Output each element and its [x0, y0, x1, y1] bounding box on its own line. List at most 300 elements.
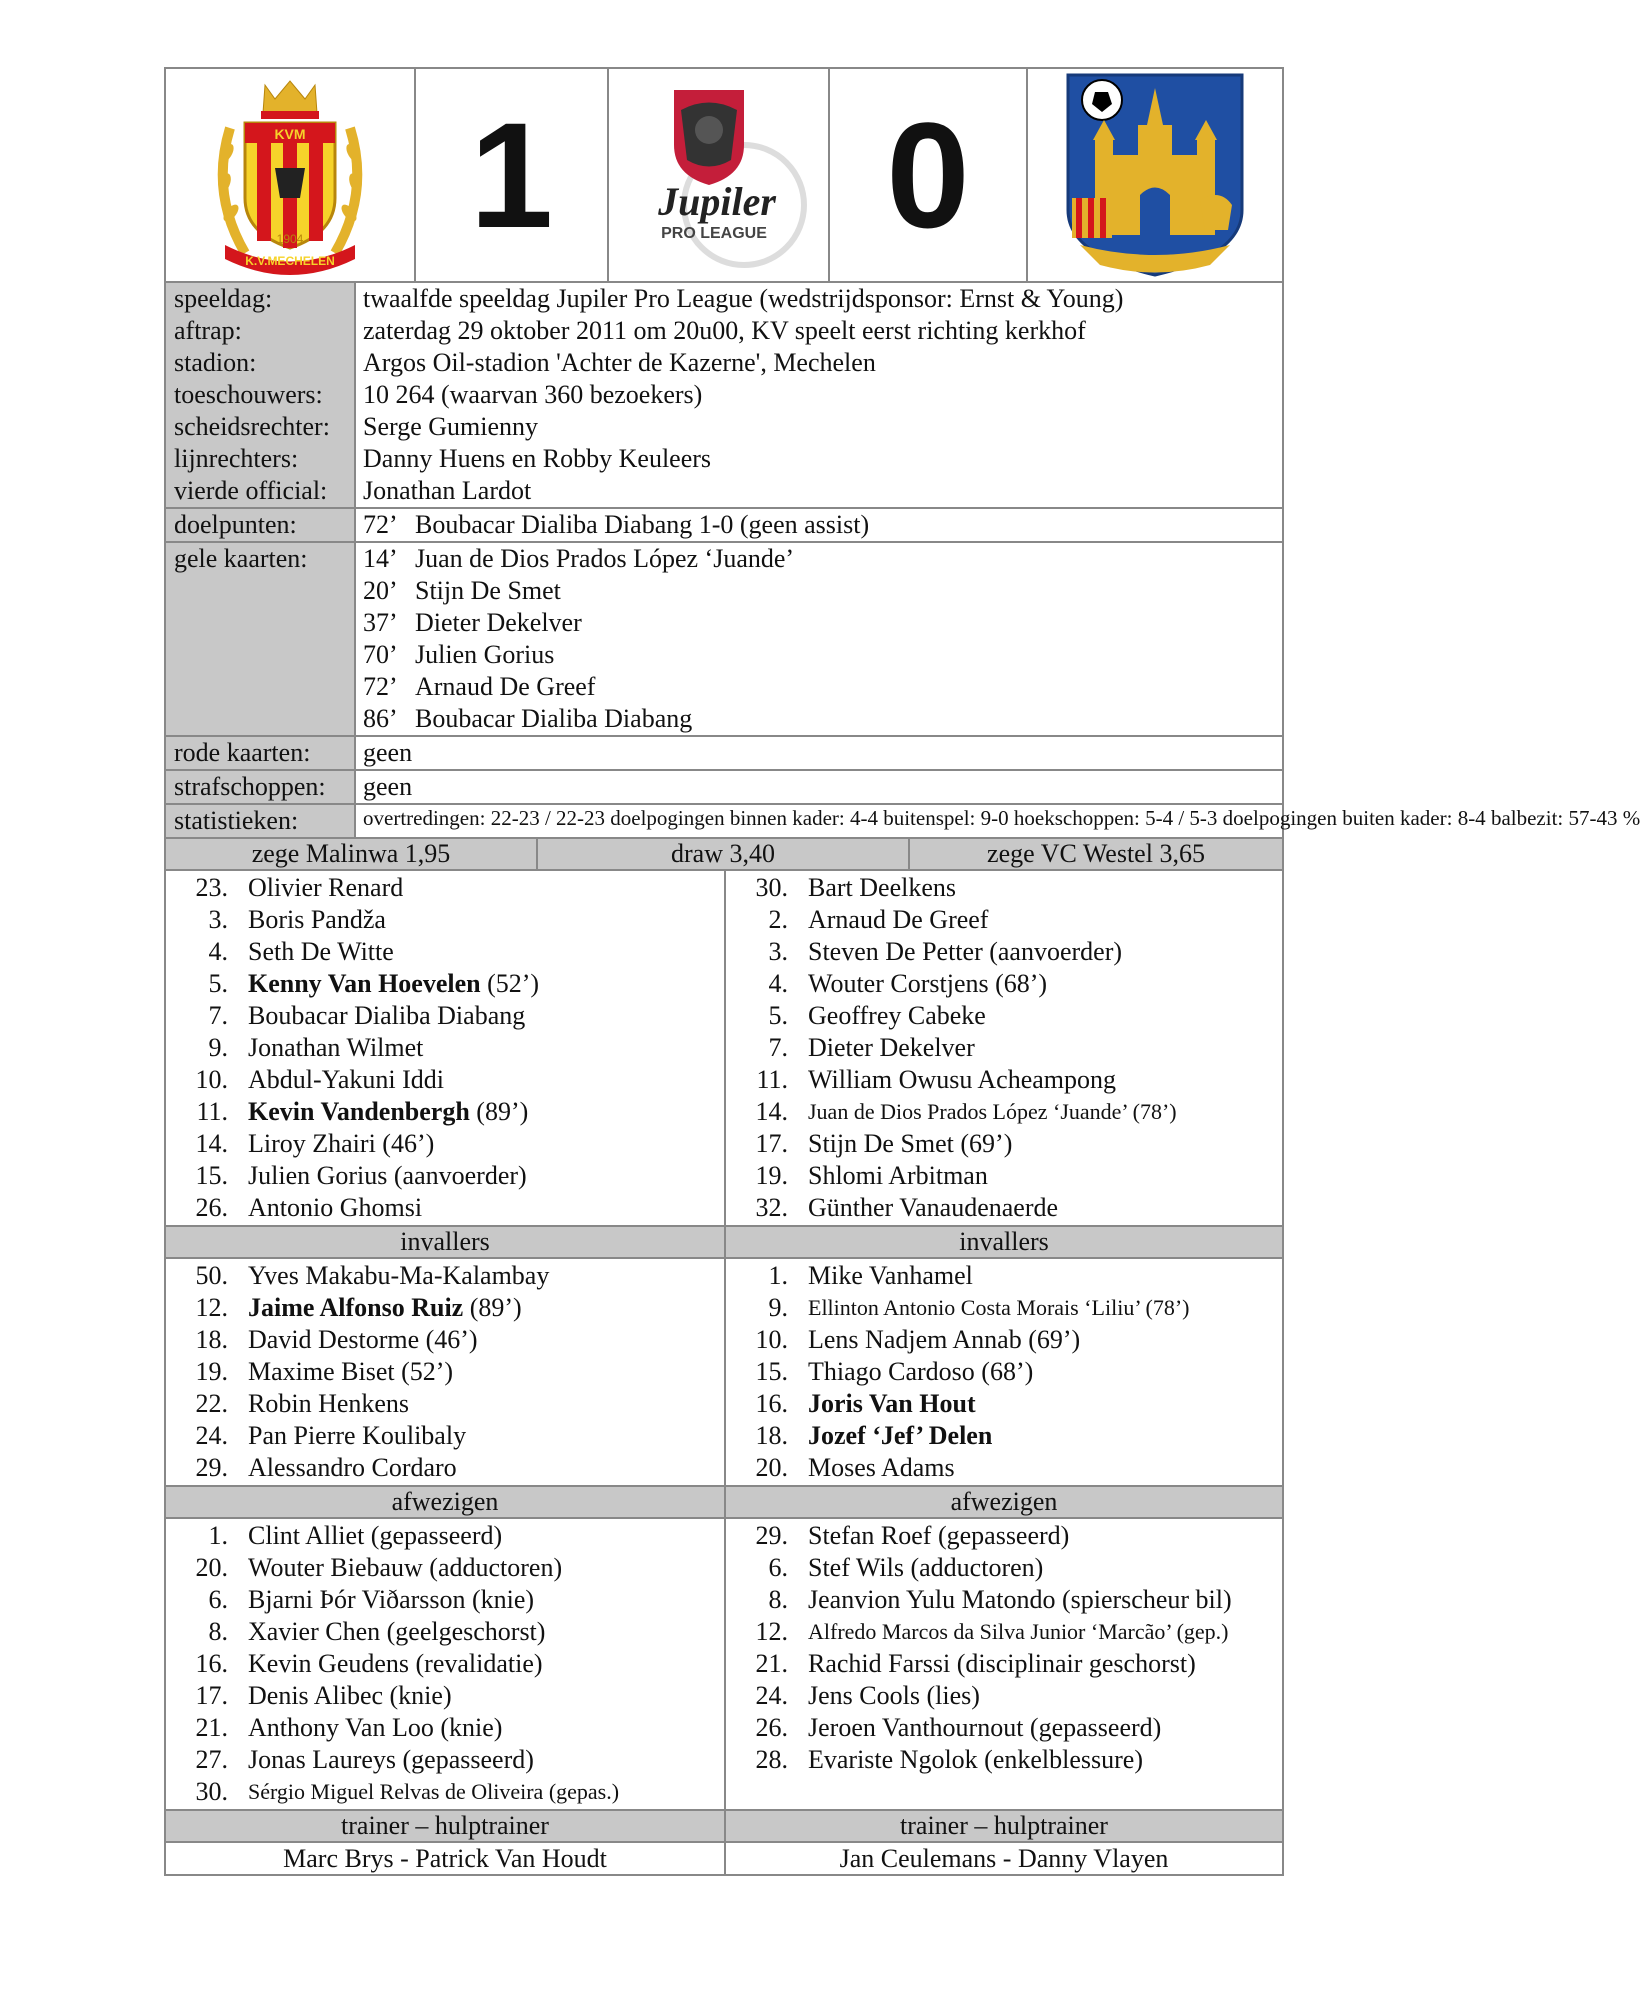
player-row [166, 1648, 724, 1680]
crest-name: K.V.MECHELEN [245, 253, 335, 268]
player-row [726, 936, 1282, 968]
player-row [726, 1292, 1282, 1324]
shirt-number: 28. [755, 1745, 788, 1774]
player-name [808, 1744, 1143, 1776]
goal-scorer: Boubacar Dialiba Diabang 1-0 (geen assist) [415, 510, 870, 539]
yellow-card-entry [363, 543, 1282, 575]
player-name-text: Maxime Biset (52’) [248, 1357, 454, 1386]
shirt-number: 20. [755, 1453, 788, 1482]
card-minute: 86’ [363, 704, 398, 733]
player-name-text: Boubacar Dialiba Diabang [248, 1001, 526, 1030]
player-name [248, 1096, 528, 1128]
card-minute: 14’ [363, 544, 398, 573]
player-name-text: David Destorme (46’) [248, 1325, 478, 1354]
player-name-text: Clint Alliet (gepasseerd) [248, 1521, 503, 1550]
player-row [166, 1680, 724, 1712]
yellow-card-list [356, 543, 1282, 735]
row-speeldag [166, 283, 1282, 315]
player-row [726, 1744, 1282, 1776]
shirt-number: 32. [755, 1193, 788, 1222]
player-name [808, 1096, 1177, 1128]
label: aftrap: [166, 315, 356, 347]
player-note: (89’) [469, 1097, 529, 1126]
home-subs [166, 1259, 726, 1485]
player-name [808, 1680, 980, 1712]
home-trainer: Marc Brys - Patrick Van Houdt [166, 1843, 726, 1874]
stat-fouls: overtredingen: 22-23 / 22-23 [363, 806, 606, 830]
away-absent [726, 1519, 1282, 1809]
player-name [248, 1420, 466, 1452]
shirt-number: 9. [208, 1033, 228, 1062]
label: rode kaarten: [166, 737, 356, 769]
player-name [808, 1260, 973, 1292]
trainer-header [164, 1811, 1284, 1843]
player-name [248, 1064, 444, 1096]
player-name [808, 1584, 1232, 1616]
shirt-number: 20. [195, 1553, 228, 1582]
player-name-text: Arnaud De Greef [808, 905, 989, 934]
row-scheidsrechter [166, 411, 1282, 443]
row-lijnrechters [166, 443, 1282, 475]
shirt-number: 14. [755, 1097, 788, 1126]
subs-header [164, 1227, 1284, 1259]
player-name-text: Stef Wils (adductoren) [808, 1553, 1044, 1582]
player-name-text: Jens Cools (lies) [808, 1681, 980, 1710]
player-name-text: Boris Pandža [248, 905, 386, 934]
player-name [808, 1420, 992, 1452]
player-name [808, 1356, 1033, 1388]
player-name-text: Jonathan Wilmet [248, 1033, 424, 1062]
home-trainer-title: trainer – hulptrainer [166, 1811, 726, 1841]
player-name [248, 1452, 457, 1484]
player-row [726, 1160, 1282, 1192]
player-row [166, 1128, 724, 1160]
player-name [808, 1452, 955, 1484]
player-name [248, 1616, 545, 1648]
shirt-number: 14. [195, 1129, 228, 1158]
player-name-text: Rachid Farssi (disciplinair geschorst) [808, 1649, 1196, 1678]
player-row [726, 1452, 1282, 1484]
yellow-card-entry [363, 671, 1282, 703]
row-toeschouwers [166, 379, 1282, 411]
player-row [166, 904, 724, 936]
value: zaterdag 29 oktober 2011 om 20u00, KV speelt eerst richting kerkhof [363, 316, 1086, 345]
shirt-number: 15. [195, 1161, 228, 1190]
label: statistieken: [166, 805, 356, 837]
shirt-number: 21. [195, 1713, 228, 1742]
shirt-number: 4. [768, 969, 788, 998]
goal-minute: 72’ [363, 510, 398, 539]
player-row [726, 1064, 1282, 1096]
player-name-text: Bart Deelkens [808, 873, 957, 902]
player-row [726, 1000, 1282, 1032]
home-absent [166, 1519, 726, 1809]
player-row [166, 872, 724, 904]
away-subs-title: invallers [726, 1227, 1282, 1257]
shirt-number: 23. [195, 873, 228, 902]
shirt-number: 18. [755, 1421, 788, 1450]
player-name [808, 872, 956, 904]
player-name-text: Anthony Van Loo (knie) [248, 1713, 503, 1742]
jupiler-pro-league-logo [619, 75, 819, 275]
player-row [166, 1388, 724, 1420]
stats-grid [356, 805, 1640, 837]
shirt-number: 15. [755, 1357, 788, 1386]
player-name [248, 1192, 422, 1224]
shirt-number: 12. [195, 1293, 228, 1322]
player-name-text: Bjarni Þór Viðarsson (knie) [248, 1585, 535, 1614]
away-score-cell [830, 69, 1028, 281]
shirt-number: 30. [755, 873, 788, 902]
player-name [248, 872, 403, 904]
player-name-text: Seth De Witte [248, 937, 394, 966]
player-name [248, 1680, 452, 1712]
row-gele-kaarten [166, 541, 1282, 735]
yellow-card-entry [363, 703, 1282, 735]
card-minute: 72’ [363, 672, 398, 701]
player-row [166, 1616, 724, 1648]
shirt-number: 18. [195, 1325, 228, 1354]
player-name [808, 1324, 1080, 1356]
player-name-text: Wouter Corstjens (68’) [808, 969, 1048, 998]
player-name [248, 1292, 522, 1324]
card-player: Juan de Dios Prados López ‘Juande’ [415, 544, 795, 573]
player-row [166, 1744, 724, 1776]
yellow-card-entry [363, 575, 1282, 607]
label: doelpunten: [166, 509, 356, 541]
value [356, 509, 1282, 541]
player-name-text: Abdul-Yakuni Iddi [248, 1065, 444, 1094]
player-row [166, 1356, 724, 1388]
player-name [808, 1520, 1069, 1552]
row-doelpunten [166, 507, 1282, 541]
value: Jonathan Lardot [363, 476, 532, 505]
starters-section [164, 871, 1284, 1227]
player-name-text: Kevin Geudens (revalidatie) [248, 1649, 543, 1678]
shirt-number: 24. [195, 1421, 228, 1450]
player-name [248, 1160, 527, 1192]
value: Serge Gumienny [363, 412, 538, 441]
player-row [166, 1160, 724, 1192]
odds-home: zege Malinwa 1,95 [166, 839, 538, 869]
shirt-number: 16. [195, 1649, 228, 1678]
value: 10 264 (waarvan 360 bezoekers) [363, 380, 703, 409]
player-name-text: Jozef ‘Jef’ Delen [808, 1421, 993, 1450]
shirt-number: 6. [768, 1553, 788, 1582]
player-name [808, 1064, 1116, 1096]
player-name [808, 1616, 1229, 1648]
shirt-number: 17. [195, 1681, 228, 1710]
player-name-text: Pan Pierre Koulibaly [248, 1421, 467, 1450]
shirt-number: 8. [208, 1617, 228, 1646]
kv-mechelen-crest [205, 73, 375, 278]
row-rode-kaarten [166, 735, 1282, 769]
away-score: 0 [886, 91, 970, 259]
player-name [248, 1584, 534, 1616]
shirt-number: 5. [768, 1001, 788, 1030]
player-row [166, 1712, 724, 1744]
player-name [248, 1388, 409, 1420]
player-name-text: William Owusu Acheampong [808, 1065, 1117, 1094]
betting-odds [164, 839, 1284, 871]
player-name-text: Ellinton Antonio Costa Morais ‘Liliu’ (78’) [808, 1295, 1190, 1320]
player-row [166, 1520, 724, 1552]
player-name [808, 904, 988, 936]
stat-possession: balbezit: 57-43 % [1490, 806, 1640, 830]
card-player: Arnaud De Greef [415, 672, 596, 701]
player-name-text: Alessandro Cordaro [248, 1453, 457, 1482]
league-logo-sub: PRO LEAGUE [660, 225, 767, 242]
shirt-number: 26. [195, 1193, 228, 1222]
away-subs [726, 1259, 1282, 1485]
player-name [248, 1000, 525, 1032]
shirt-number: 24. [755, 1681, 788, 1710]
player-name-text: Wouter Biebauw (adductoren) [248, 1553, 563, 1582]
league-logo-cell [609, 69, 830, 281]
player-name [808, 1160, 988, 1192]
player-row [726, 1776, 1282, 1808]
player-row [726, 1420, 1282, 1452]
shirt-number: 19. [755, 1161, 788, 1190]
stat-corners: hoekschoppen: 5-4 / 5-3 [1013, 806, 1218, 830]
player-name [808, 1000, 986, 1032]
player-name-text: Jonas Laureys (gepasseerd) [248, 1745, 534, 1774]
player-name-text: Moses Adams [808, 1453, 955, 1482]
shirt-number: 22. [195, 1389, 228, 1418]
shirt-number: 29. [195, 1453, 228, 1482]
player-row [726, 1032, 1282, 1064]
player-row [726, 1356, 1282, 1388]
player-row [726, 1584, 1282, 1616]
player-name [248, 1648, 543, 1680]
label: vierde official: [166, 475, 356, 507]
shirt-number: 26. [755, 1713, 788, 1742]
home-score: 1 [469, 91, 554, 259]
player-row [166, 1096, 724, 1128]
player-row [726, 968, 1282, 1000]
player-name-text: Kenny Van Hoevelen [248, 969, 481, 998]
player-row [726, 1712, 1282, 1744]
player-note: (89’) [463, 1293, 522, 1322]
trainer-section [164, 1843, 1284, 1876]
player-row [166, 1420, 724, 1452]
shirt-number: 9. [768, 1293, 788, 1322]
league-logo-title: Jupiler [657, 179, 776, 224]
shirt-number: 27. [195, 1745, 228, 1774]
label: speeldag: [166, 283, 356, 315]
player-name [248, 1776, 619, 1808]
player-row [166, 1324, 724, 1356]
absent-header [164, 1487, 1284, 1519]
player-name-text: Stijn De Smet (69’) [808, 1129, 1013, 1158]
home-crest-cell [166, 69, 416, 281]
home-absent-title: afwezigen [166, 1487, 726, 1517]
odds-draw: draw 3,40 [538, 839, 910, 869]
player-row [726, 904, 1282, 936]
player-name [808, 936, 1122, 968]
value: twaalfde speeldag Jupiler Pro League (wedstrijdsponsor: Ernst & Young) [363, 284, 1124, 313]
player-name [808, 1648, 1196, 1680]
player-name [248, 1260, 549, 1292]
label: scheidsrechter: [166, 411, 356, 443]
shirt-number: 12. [755, 1617, 788, 1646]
away-trainer: Jan Ceulemans - Danny Vlayen [839, 1844, 1169, 1873]
player-row [726, 1128, 1282, 1160]
match-report [164, 67, 1640, 1876]
player-name-text: Joris Van Hout [808, 1389, 976, 1418]
player-note: (52’) [480, 969, 540, 998]
player-row [726, 1260, 1282, 1292]
player-name [248, 1712, 502, 1744]
player-name-text: Xavier Chen (geelgeschorst) [248, 1617, 546, 1646]
away-starters [726, 871, 1282, 1225]
shirt-number: 8. [768, 1585, 788, 1614]
crest-year: 1904 [276, 231, 304, 246]
player-name-text: Evariste Ngolok (enkelblessure) [808, 1745, 1144, 1774]
player-name-text: Mike Vanhamel [808, 1261, 973, 1290]
row-stadion [166, 347, 1282, 379]
player-name [808, 1128, 1012, 1160]
label: lijnrechters: [166, 443, 356, 475]
player-name [808, 968, 1047, 1000]
yellow-card-entry [363, 607, 1282, 639]
player-name-text: Juan de Dios Prados López ‘Juande’ (78’) [808, 1099, 1177, 1124]
shirt-number: 6. [208, 1585, 228, 1614]
player-name [808, 1292, 1190, 1324]
stat-shots-on-target: doelpogingen binnen kader: 4-4 [610, 806, 878, 830]
odds-away: zege VC Westel 3,65 [987, 839, 1205, 868]
player-name [248, 1552, 562, 1584]
match-info-table [164, 283, 1640, 839]
player-name-text: Denis Alibec (knie) [248, 1681, 452, 1710]
label: gele kaarten: [166, 543, 356, 735]
player-name [808, 1552, 1043, 1584]
player-name [808, 1388, 976, 1420]
player-name-text: Günther Vanaudenaerde [808, 1193, 1059, 1222]
shirt-number: 11. [756, 1065, 788, 1094]
shirt-number: 1. [768, 1261, 788, 1290]
player-name-text: Steven De Petter (aanvoerder) [808, 937, 1123, 966]
shirt-number: 7. [768, 1033, 788, 1062]
row-strafschoppen [166, 769, 1282, 803]
player-row [726, 1388, 1282, 1420]
shirt-number: 29. [755, 1521, 788, 1550]
westerlo-crest [1060, 70, 1250, 280]
player-row [166, 1192, 724, 1224]
shirt-number: 16. [755, 1389, 788, 1418]
card-minute: 20’ [363, 576, 398, 605]
value: geen [363, 738, 413, 767]
player-name [248, 1744, 534, 1776]
player-name-text: Dieter Dekelver [808, 1033, 975, 1062]
player-name-text: Geoffrey Cabeke [808, 1001, 986, 1030]
away-crest-cell [1028, 69, 1282, 281]
player-row [726, 1680, 1282, 1712]
player-name-text: Julien Gorius (aanvoerder) [248, 1161, 527, 1190]
card-player: Boubacar Dialiba Diabang [415, 704, 693, 733]
player-name-text: Robin Henkens [248, 1389, 410, 1418]
player-name [248, 936, 394, 968]
player-name [808, 1192, 1058, 1224]
home-subs-title: invallers [166, 1227, 726, 1257]
absent-section [164, 1519, 1284, 1811]
player-name-text: Jeanvion Yulu Matondo (spierscheur bil) [808, 1585, 1232, 1614]
player-name [248, 1520, 502, 1552]
player-row [726, 1324, 1282, 1356]
player-row [726, 1648, 1282, 1680]
player-name-text: Yves Makabu-Ma-Kalambay [248, 1261, 550, 1290]
card-player: Stijn De Smet [415, 576, 561, 605]
player-name [248, 1128, 434, 1160]
player-name [248, 1032, 423, 1064]
label: stadion: [166, 347, 356, 379]
shirt-number: 10. [195, 1065, 228, 1094]
shirt-number: 19. [195, 1357, 228, 1386]
player-name-text: Shlomi Arbitman [808, 1161, 988, 1190]
player-row [166, 1584, 724, 1616]
shirt-number: 3. [768, 937, 788, 966]
player-row [726, 1616, 1282, 1648]
home-score-cell [416, 69, 609, 281]
player-row [166, 1032, 724, 1064]
player-name-text: Lens Nadjem Annab (69’) [808, 1325, 1081, 1354]
stat-offside: buitenspel: 9-0 [883, 806, 1009, 830]
shirt-number: 17. [755, 1129, 788, 1158]
shirt-number: 2. [768, 905, 788, 934]
player-row [166, 1260, 724, 1292]
card-minute: 37’ [363, 608, 398, 637]
player-name-text: Antonio Ghomsi [248, 1193, 423, 1222]
player-row [726, 1520, 1282, 1552]
player-row [726, 872, 1282, 904]
row-aftrap [166, 315, 1282, 347]
away-absent-title: afwezigen [726, 1487, 1282, 1517]
home-starters [166, 871, 726, 1225]
shirt-number: 4. [208, 937, 228, 966]
player-name-text: Alfredo Marcos da Silva Junior ‘Marcão’ (gep.) [808, 1619, 1229, 1644]
player-name-text: Sérgio Miguel Relvas de Oliveira (gepas.) [248, 1779, 620, 1804]
player-row [166, 1064, 724, 1096]
shirt-number: 30. [195, 1777, 228, 1806]
player-row [166, 1292, 724, 1324]
shirt-number: 50. [195, 1261, 228, 1290]
player-name-text: Stefan Roef (gepasseerd) [808, 1521, 1070, 1550]
player-row [726, 1552, 1282, 1584]
card-minute: 70’ [363, 640, 398, 669]
player-name-text: Liroy Zhairi (46’) [248, 1129, 435, 1158]
shirt-number: 5. [208, 969, 228, 998]
value: Argos Oil-stadion 'Achter de Kazerne', Mechelen [363, 348, 876, 377]
crest-letters: KVM [274, 125, 306, 142]
value: Danny Huens en Robby Keuleers [363, 444, 712, 473]
player-name [248, 904, 386, 936]
shirt-number: 11. [196, 1097, 228, 1126]
card-player: Dieter Dekelver [415, 608, 582, 637]
player-row [726, 1192, 1282, 1224]
player-name-text: Kevin Vandenbergh [248, 1097, 470, 1126]
stat-shots-off-target: doelpogingen buiten kader: 8-4 [1222, 806, 1486, 830]
player-row [166, 936, 724, 968]
player-row [166, 1452, 724, 1484]
away-trainer-title: trainer – hulptrainer [726, 1811, 1282, 1841]
yellow-card-entry [363, 639, 1282, 671]
player-name-text: Thiago Cardoso (68’) [808, 1357, 1034, 1386]
player-row [166, 1000, 724, 1032]
player-name-text: Olivier Renard [248, 873, 404, 902]
shirt-number: 3. [208, 905, 228, 934]
player-row [166, 1776, 724, 1808]
player-name [248, 1356, 453, 1388]
